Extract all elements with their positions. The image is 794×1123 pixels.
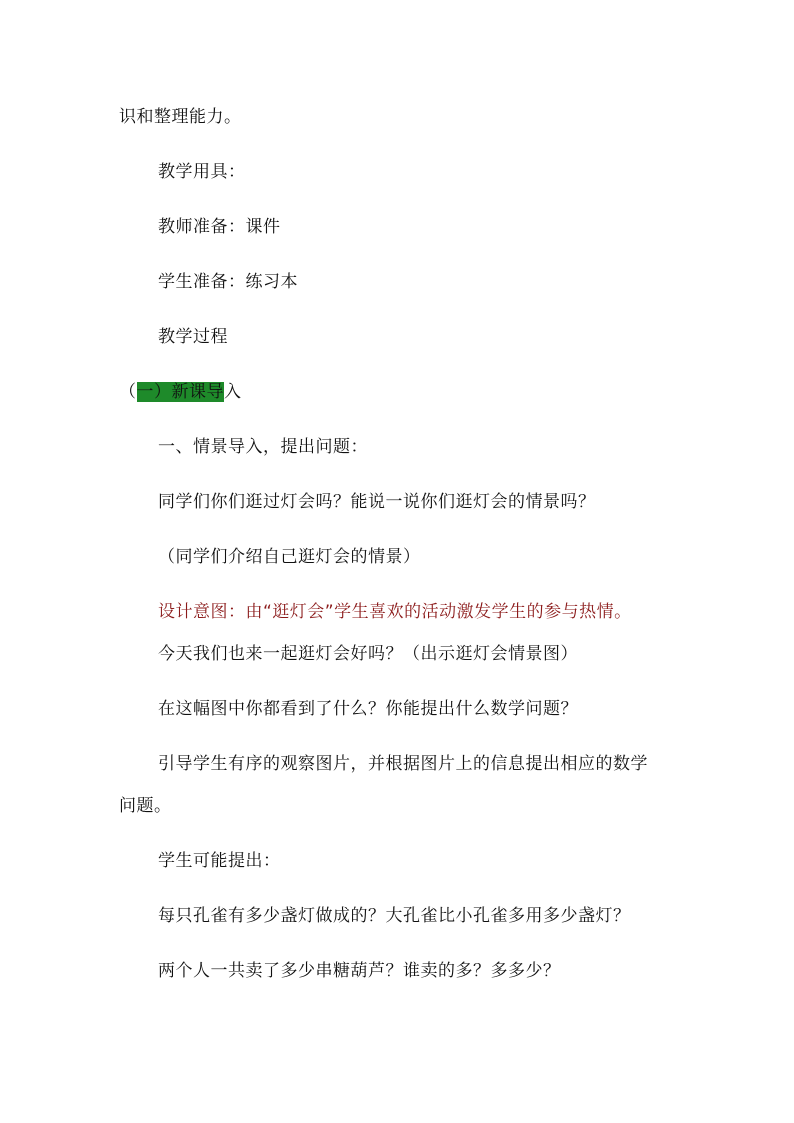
subheading-situation-intro: 一、情景导入，提出问题： (158, 437, 368, 457)
heading-teaching-process: 教学过程 (158, 327, 228, 347)
design-intent: 设计意图：由“逛灯会”学生喜欢的活动激发学生的参与热情。 (158, 602, 632, 622)
guide-students-continued: 问题。 (119, 796, 172, 816)
question-peacock-lamps: 每只孔雀有多少盏灯做成的？大孔雀比小孔雀多用多少盏灯？ (158, 906, 631, 926)
invitation-lantern-fair: 今天我们也来一起逛灯会好吗？（出示逛灯会情景图） (158, 644, 578, 664)
section-heading-new-lesson (119, 381, 242, 403)
paragraph-continuation: 识和整理能力。 (119, 107, 242, 127)
section-heading-end: 入 (224, 382, 242, 402)
heading-teaching-tools: 教学用具： (158, 162, 246, 182)
teacher-preparation: 教师准备：课件 (158, 217, 281, 237)
question-what-seen: 在这幅图中你都看到了什么？你能提出什么数学问题？ (158, 699, 578, 719)
question-candied-haws: 两个人一共卖了多少串糖葫芦？谁卖的多？多多少？ (158, 961, 561, 981)
section-heading-open-paren: （ (119, 382, 137, 402)
question-lantern-fair: 同学们你们逛过灯会吗？能说一说你们逛灯会的情景吗？ (158, 492, 596, 512)
guide-students: 引导学生有序的观察图片，并根据图片上的信息提出相应的数学 (158, 754, 648, 774)
students-introduce: （同学们介绍自己逛灯会的情景） (158, 547, 421, 567)
student-preparation: 学生准备：练习本 (158, 272, 298, 292)
section-heading-highlight: 一）新课导 (136, 382, 224, 402)
students-may-ask: 学生可能提出： (158, 851, 281, 871)
